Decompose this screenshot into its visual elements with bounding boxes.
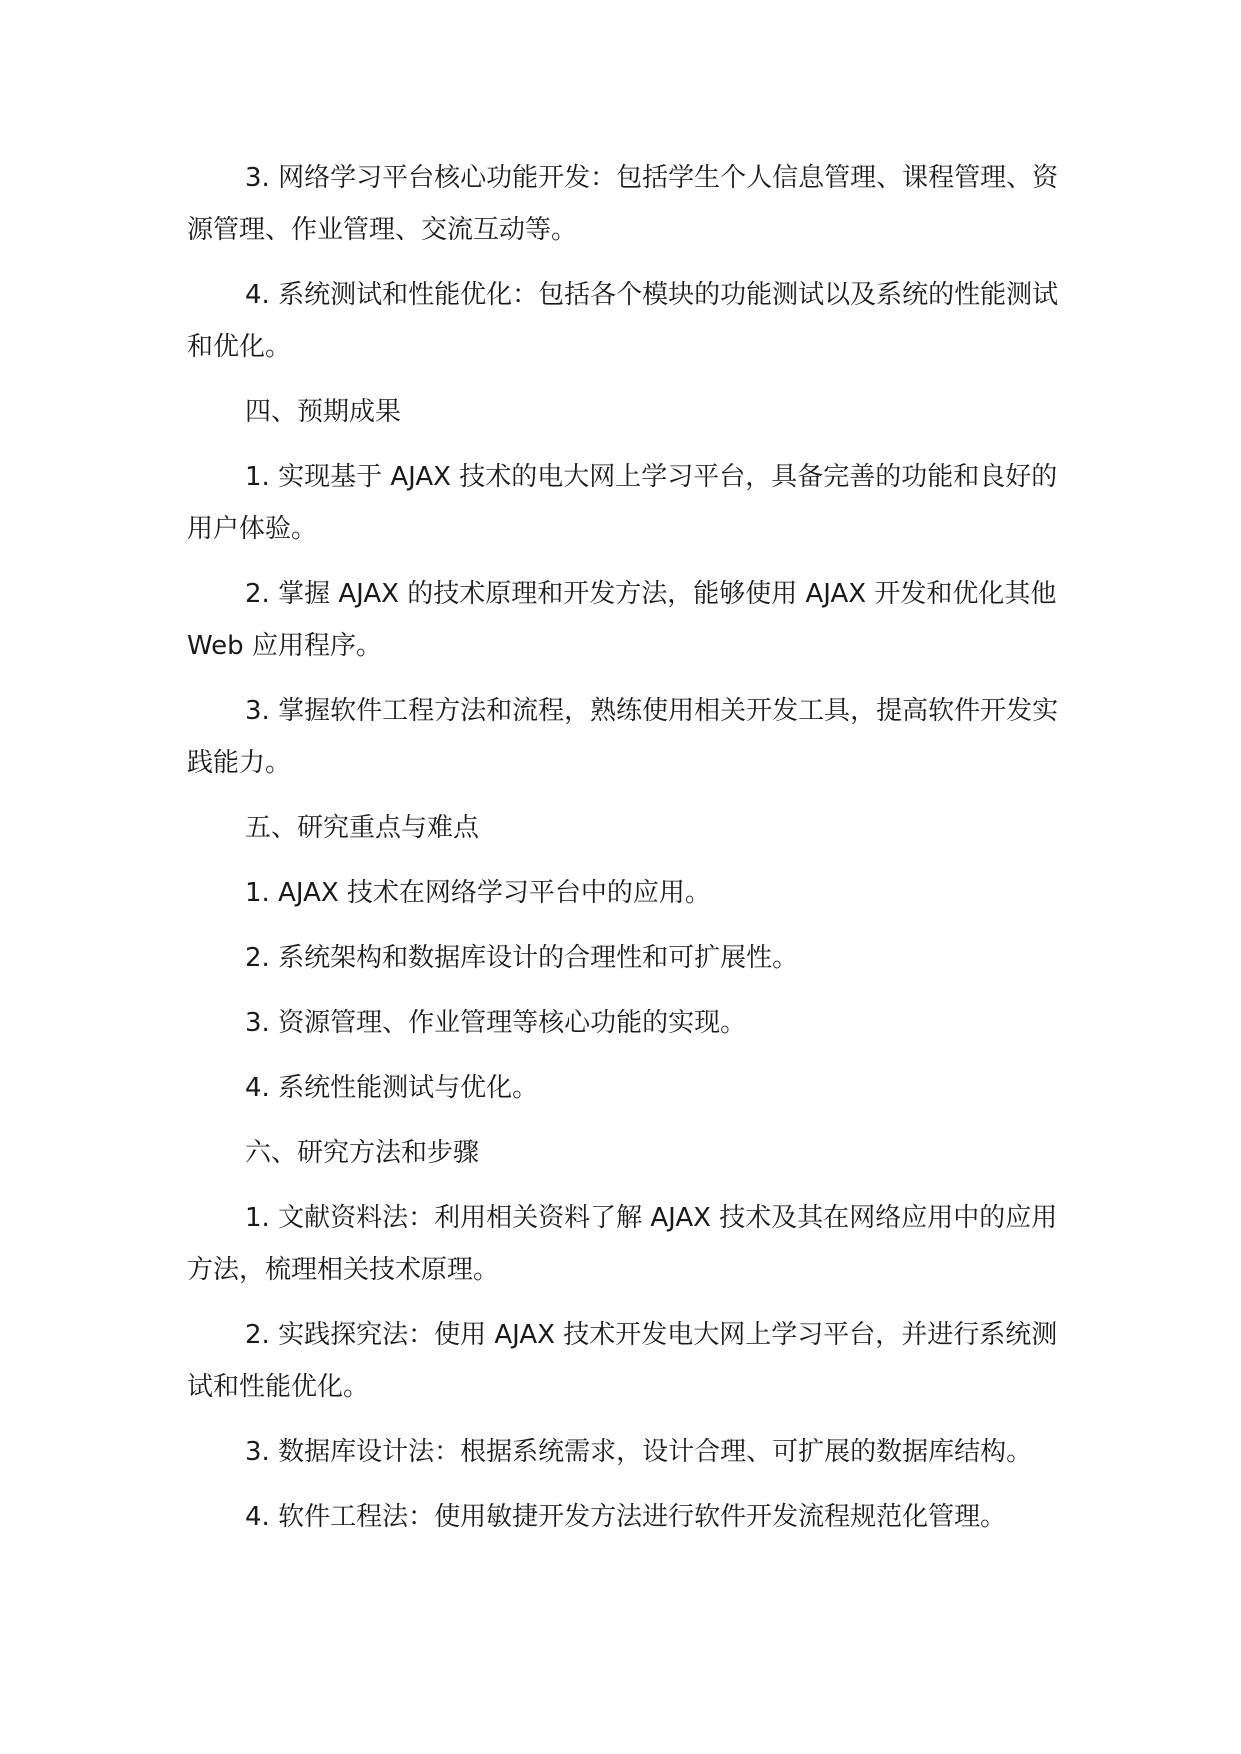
document-body: [187, 152, 1067, 1556]
list-item: 3. 掌握软件工程方法和流程，熟练使用相关开发工具，提高软件开发实践能力。: [187, 696, 1059, 778]
list-item: 3. 资源管理、作业管理等核心功能的实现。: [245, 1008, 747, 1038]
list-item: 3. 网络学习平台核心功能开发：包括学生个人信息管理、课程管理、资源管理、作业管理、交流互动等。: [187, 163, 1059, 245]
section-heading: 六、研究方法和步骤: [245, 1138, 480, 1168]
section-heading: 四、预期成果: [245, 397, 402, 427]
list-item: 2. 系统架构和数据库设计的合理性和可扩展性。: [245, 943, 799, 973]
list-item: 4. 系统性能测试与优化。: [245, 1073, 539, 1103]
list-item: 4. 系统测试和性能优化：包括各个模块的功能测试以及系统的性能测试和优化。: [187, 280, 1059, 362]
list-item: 3. 数据库设计法：根据系统需求，设计合理、可扩展的数据库结构。: [245, 1437, 1033, 1467]
list-item: 1. 实现基于 AJAX 技术的电大网上学习平台，具备完善的功能和良好的用户体验。: [187, 462, 1058, 544]
list-item: 4. 软件工程法：使用敏捷开发方法进行软件开发流程规范化管理。: [245, 1502, 1007, 1532]
list-item: 2. 掌握 AJAX 的技术原理和开发方法，能够使用 AJAX 开发和优化其他 Web 应用程序。: [187, 579, 1057, 661]
list-item: 1. 文献资料法：利用相关资料了解 AJAX 技术及其在网络应用中的应用方法，梳理相关技术原理。: [187, 1203, 1058, 1285]
list-item: 1. AJAX 技术在网络学习平台中的应用。: [245, 878, 711, 908]
section-heading: 五、研究重点与难点: [245, 813, 480, 843]
list-item: 2. 实践探究法：使用 AJAX 技术开发电大网上学习平台，并进行系统测试和性能优化。: [187, 1320, 1058, 1402]
